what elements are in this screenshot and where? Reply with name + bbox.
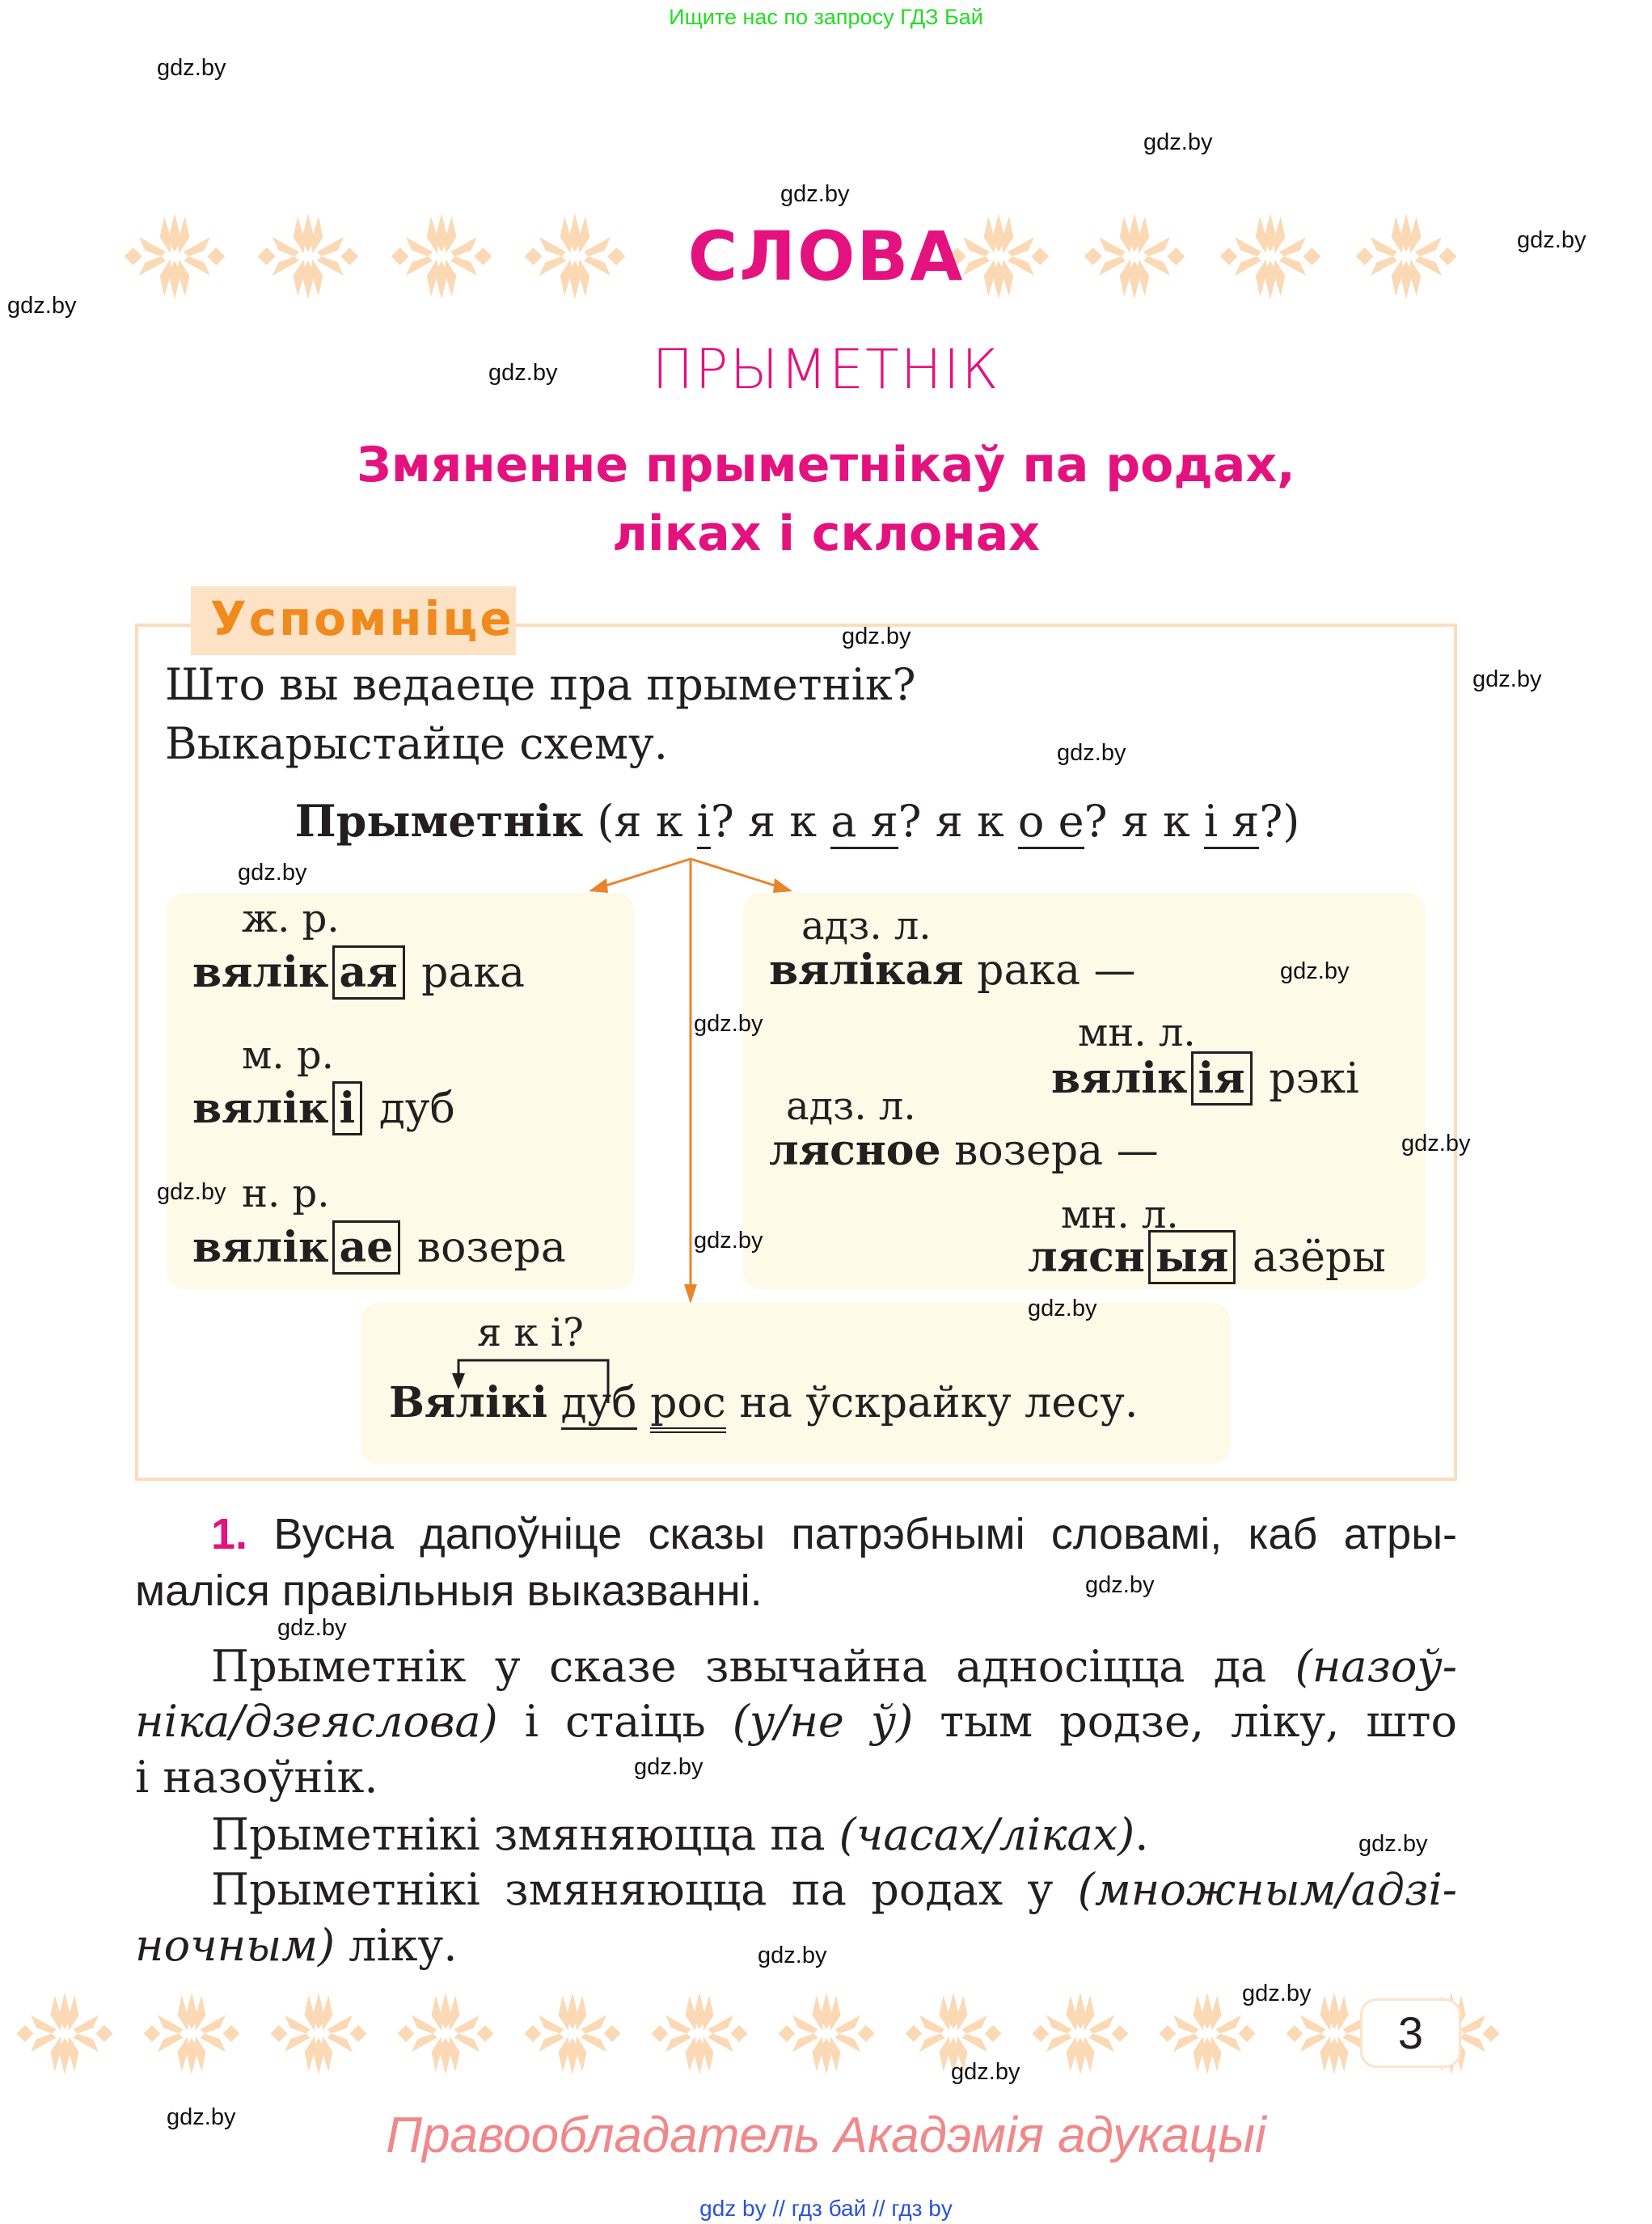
copyright-notice: Правообладатель Акадэмія адукацыі — [386, 2108, 1266, 2163]
page-number: 3 — [1360, 1998, 1461, 2068]
watermark: gdz.by — [1280, 958, 1350, 984]
text: тым родзе, ліку, што — [913, 1696, 1457, 1747]
search-hint: Ищите нас по запросу ГДЗ Бай — [669, 5, 983, 29]
adjective: Вялікі — [389, 1378, 548, 1427]
q4-c: ?) — [1259, 796, 1300, 847]
watermark: gdz.by — [1242, 1981, 1312, 2006]
label-plural-2: мн. л. — [1061, 1192, 1179, 1237]
label-singular-1: адз. л. — [801, 903, 932, 949]
option: (часах/ліках) — [839, 1809, 1135, 1860]
watermark: gdz.by — [780, 181, 850, 207]
topic-title: ПРЫМЕТНІК — [652, 338, 1000, 402]
question-line-1: Што вы ведаеце пра прыметнік? — [165, 659, 916, 710]
noun: рака — — [977, 946, 1136, 995]
adj: лясное — [769, 1126, 941, 1175]
scheme-word: Прыметнік — [294, 795, 584, 847]
q2-c: ? — [898, 796, 936, 847]
q4-a: я к — [1121, 796, 1204, 847]
lesson-heading-line2: ліках і склонах — [612, 505, 1040, 562]
watermark: gdz.by — [277, 1615, 347, 1641]
example-question: я к і? — [477, 1310, 584, 1355]
stem: вялік — [1051, 1054, 1188, 1103]
noun: азёры — [1252, 1233, 1386, 1282]
watermark: gdz.by — [488, 360, 558, 386]
task-text: Вусна дапоўніце сказы патрэбнымі словамі, каб атры- — [273, 1510, 1457, 1558]
subject: дуб — [561, 1379, 637, 1430]
noun: рака — [421, 949, 525, 997]
label-neuter: н. р. — [242, 1171, 330, 1216]
label-plural-1: мн. л. — [1078, 1010, 1196, 1055]
q1-ending: і — [697, 796, 711, 849]
adj: вялікая — [769, 945, 964, 995]
watermark: gdz.by — [694, 1228, 763, 1254]
q3-ending: о е — [1018, 796, 1084, 849]
watermark: gdz.by — [1358, 1831, 1428, 1857]
text: і стаіць — [497, 1696, 733, 1747]
stem: вялік — [192, 948, 329, 997]
option: (назоў- — [1295, 1641, 1457, 1692]
q4-ending: і я — [1204, 796, 1260, 849]
watermark: gdz.by — [1401, 1131, 1471, 1156]
text: Прыметнікі змяняюцца па родах у — [211, 1864, 1078, 1915]
watermark: gdz.by — [758, 1943, 827, 1968]
watermark: gdz.by — [634, 1754, 703, 1780]
watermark: gdz.by — [1517, 227, 1587, 253]
watermark: gdz.by — [694, 1011, 763, 1037]
label-singular-2: адз. л. — [786, 1084, 916, 1129]
example-sentence — [389, 1378, 1138, 1427]
watermark: gdz.by — [1472, 666, 1542, 692]
label-masculine: м. р. — [242, 1033, 334, 1078]
watermark: gdz.by — [1143, 129, 1213, 155]
q1-a: я к — [614, 796, 697, 847]
watermark: gdz.by — [1057, 740, 1126, 766]
text: Прыметнік у сказе звычайна адносіцца да — [211, 1641, 1295, 1692]
option: (множным/адзі- — [1077, 1864, 1457, 1915]
text: Прыметнікі змяняюцца па — [211, 1809, 839, 1860]
p1-line-3: і назоўнік. — [135, 1752, 378, 1803]
watermark: gdz.by — [951, 2059, 1020, 2085]
stem: лясн — [1028, 1233, 1145, 1282]
ending: ая — [332, 945, 405, 1000]
text: . — [1134, 1809, 1149, 1860]
watermark: gdz.by — [157, 1179, 226, 1205]
watermark: gdz.by — [238, 860, 307, 886]
label-feminine: ж. р. — [242, 896, 340, 941]
section-title: СЛОВА — [687, 217, 965, 296]
noun: рэкі — [1269, 1055, 1359, 1103]
ending: ыя — [1148, 1230, 1236, 1284]
footer-links[interactable]: gdz by // гдз бай // гдз by — [699, 2196, 953, 2221]
q3-a: я к — [935, 796, 1018, 847]
text: ліку. — [335, 1920, 458, 1971]
option: (у/не ў) — [732, 1696, 914, 1747]
scheme-paren: ( — [583, 796, 615, 847]
remember-tab-label: Успомніце — [210, 591, 514, 646]
question-line-2: Выкарыстайце схему. — [165, 718, 668, 769]
watermark: gdz.by — [157, 55, 226, 81]
lesson-heading-line1: Змяненне прыметнікаў па родах, — [357, 437, 1295, 493]
watermark: gdz.by — [842, 624, 911, 649]
noun: возера — [416, 1224, 566, 1272]
q2-ending: а я — [830, 796, 898, 849]
stem: вялік — [192, 1084, 329, 1133]
noun: возера — — [954, 1127, 1159, 1175]
watermark: gdz.by — [1028, 1296, 1097, 1321]
sentence-rest: на ўскрайку лесу. — [739, 1379, 1139, 1427]
ending: ае — [332, 1220, 401, 1275]
option: ніка/дзеяслова) — [135, 1696, 498, 1747]
exercise-task-line-2: маліся правільныя выказванні. — [135, 1567, 763, 1615]
watermark: gdz.by — [1085, 1572, 1155, 1598]
stem: вялік — [192, 1223, 329, 1272]
ending: і — [332, 1081, 363, 1135]
option: ночным) — [135, 1920, 336, 1971]
ending: ія — [1191, 1051, 1253, 1106]
watermark: gdz.by — [167, 2104, 236, 2130]
predicate: рос — [650, 1379, 726, 1433]
noun: дуб — [378, 1085, 455, 1133]
q1-c: ? — [710, 796, 749, 847]
exercise-number: 1. — [211, 1510, 248, 1558]
watermark: gdz.by — [7, 293, 77, 319]
q3-c: ? — [1084, 796, 1122, 847]
q2-a: я к — [748, 796, 831, 847]
